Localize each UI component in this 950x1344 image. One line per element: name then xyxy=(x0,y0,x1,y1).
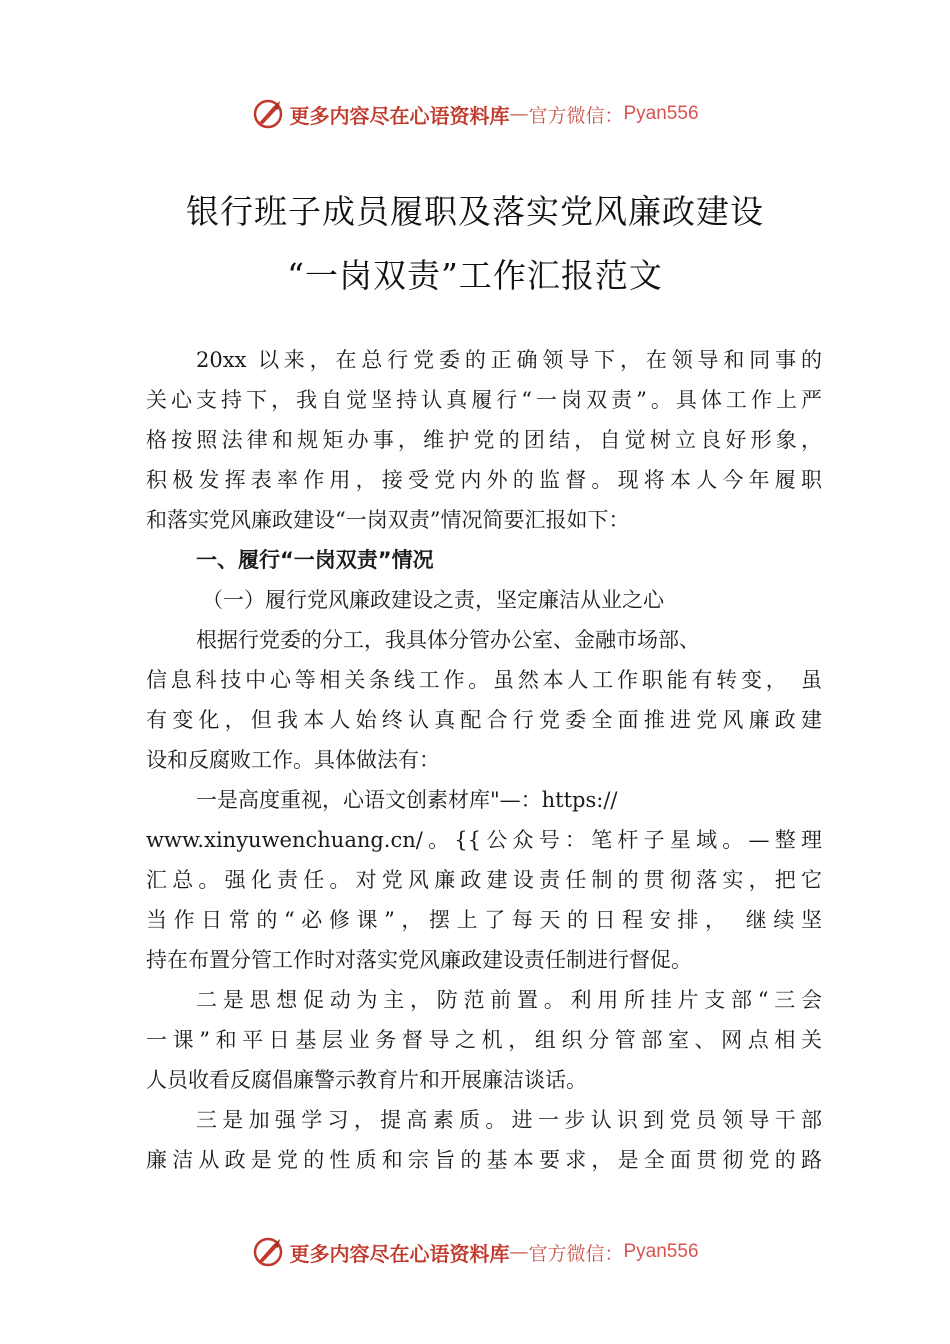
watermark-dash: — xyxy=(509,1241,529,1263)
body-line: 一课”和平日基层业务督导之机，组织分管部室、网点相关 xyxy=(146,1028,822,1052)
body-line: www.xinyuwenchuang.cn/。{{公众号：笔杆子星域。—整理 xyxy=(146,828,822,852)
body-line: 信息科技中心等相关条线工作。虽然本人工作职能有转变， 虽 xyxy=(146,668,822,692)
body-line: 二是思想促动为主，防范前置。利用所挂片支部“三会 xyxy=(196,988,822,1012)
body-line: 关心支持下，我自觉坚持认真履行“一岗双责”。具体工作上严 xyxy=(146,388,822,412)
subsection-heading: （一）履行党风廉政建设之责，坚定廉洁从业之心 xyxy=(202,588,664,612)
watermark-wechat-id: Pyan556 xyxy=(623,103,699,124)
section-heading: 一、履行“一岗双责”情况 xyxy=(196,548,434,572)
watermark-wechat-id: Pyan556 xyxy=(623,1241,699,1262)
body-line: 格按照法律和规矩办事，维护党的团结，自觉树立良好形象， xyxy=(146,428,822,452)
body-line: 根据行党委的分工，我具体分管办公室、金融市场部、 xyxy=(196,628,700,652)
document-title-line-1: 银行班子成员履职及落实党风廉政建设 xyxy=(186,192,764,231)
quill-logo-icon xyxy=(251,1235,285,1269)
footer-watermark-banner xyxy=(0,1232,950,1272)
watermark-main-text: 更多内容尽在心语资料库 xyxy=(289,103,510,128)
body-line: 三是加强学习，提高素质。进一步认识到党员领导干部 xyxy=(196,1108,822,1132)
body-line: 持在布置分管工作时对落实党风廉政建设责任制进行督促。 xyxy=(146,948,692,972)
header-watermark-banner xyxy=(0,94,950,134)
body-line: 汇总。强化责任。对党风廉政建设责任制的贯彻落实，把它 xyxy=(146,868,822,892)
body-line: 设和反腐败工作。具体做法有： xyxy=(146,748,440,772)
body-line: 20xx 以来，在总行党委的正确领导下，在领导和同事的 xyxy=(196,348,822,372)
body-line: 一是高度重视，心语文创素材库"—：https:// xyxy=(196,788,618,812)
watermark-main-text: 更多内容尽在心语资料库 xyxy=(289,1241,510,1266)
document-body xyxy=(146,340,822,1180)
body-line: 廉洁从政是党的性质和宗旨的基本要求，是全面贯彻党的路 xyxy=(146,1148,822,1172)
body-line: 人员收看反腐倡廉警示教育片和开展廉洁谈话。 xyxy=(146,1068,587,1092)
body-line: 有变化，但我本人始终认真配合行党委全面推进党风廉政建 xyxy=(146,708,822,732)
body-line: 和落实党风廉政建设“一岗双责”情况简要汇报如下： xyxy=(146,508,630,532)
document-title-line-2: “一岗双责”工作汇报范文 xyxy=(287,256,663,295)
quill-logo-icon xyxy=(251,97,285,131)
watermark-sub-text: 官方微信： xyxy=(528,104,624,127)
body-line: 当作日常的“必修课”，摆上了每天的日程安排， 继续坚 xyxy=(146,908,822,932)
watermark-sub-text: 官方微信： xyxy=(528,1242,624,1265)
watermark-dash: — xyxy=(509,103,529,125)
body-line: 积极发挥表率作用，接受党内外的监督。现将本人今年履职 xyxy=(146,468,822,492)
